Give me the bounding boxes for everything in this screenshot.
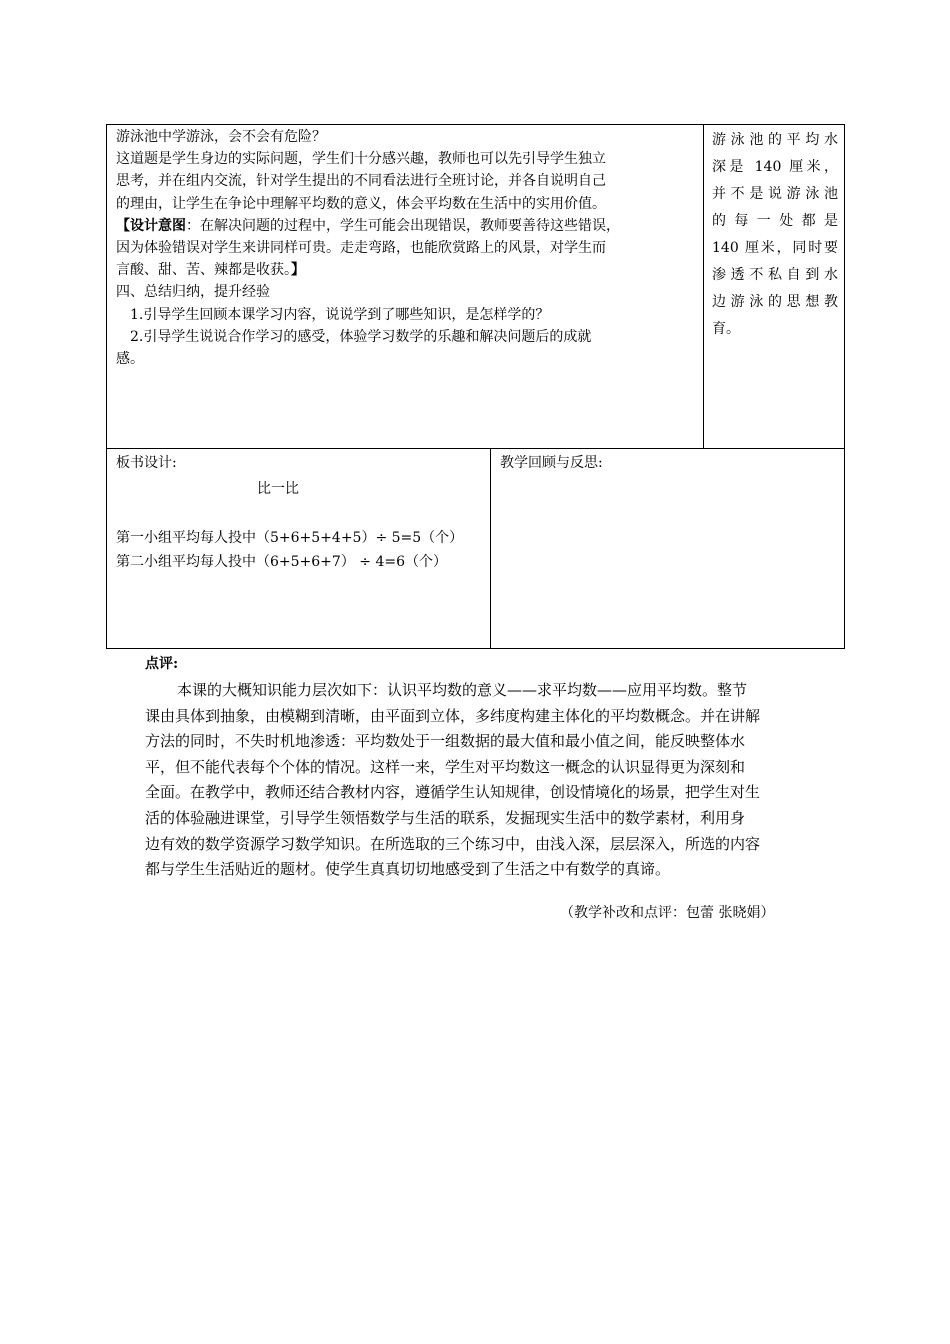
side-note-line: 140 厘米，同时要 [712,240,838,256]
side-note-line: 深是 140 厘米， [712,159,838,175]
review-line: 全面。在教学中，教师还结合教材内容，遵循学生认知规律，创设情境化的场景，把学生对生 [145,783,761,802]
lesson-line: 游泳池中学游泳，会不会有危险？ [116,129,326,145]
review-line: 方法的同时，不失时机地渗透：平均数处于一组数据的最大值和最小值之间，能反映整体水 [145,732,746,751]
board-title: 比一比 [257,481,299,497]
board-design-label: 板书设计: [116,455,177,471]
design-intent-line: 因为体验错误对学生来讲同样可贵。走走弯路，也能欣赏路上的风景，对学生而 [116,240,606,257]
side-note-line: 渗透不私自到水 [712,267,838,283]
side-note-line: 的每一处都是 [712,213,838,229]
summary-item-continued: 感。 [116,351,144,368]
reflection-label: 教学回顾与反思: [500,455,603,471]
review-line: 平，但不能代表每个个体的情况。这样一来，学生对平均数这一概念的认识显得更为深刻和 [145,757,746,776]
review-line: 活的体验融进课堂，引导学生领悟数学与生活的联系，发掘现实生活中的数学素材，利用身 [145,808,746,827]
lesson-line: 这道题是学生身边的实际问题，学生们十分感兴趣，教师也可以先引导学生独立 [116,151,606,168]
design-intent-text: 言酸、甜、苦、辣都是收获。 [116,262,291,279]
reflection-cell [490,448,845,649]
review-line: 都与学生生活贴近的题材。使学生真真切切地感受到了生活之中有数学的真谛。 [145,860,671,879]
side-note-line: 并不是说游泳池 [712,186,838,202]
section-title: 四、总结归纳，提升经验 [116,284,270,301]
review-line: 边有效的数学资源学习数学知识。在所选取的三个练习中，由浅入深，层层深入，所选的内容 [145,834,761,853]
design-intent-line [116,259,696,281]
review-line: 课由具体到抽象，由模糊到清晰，由平面到立体，多纬度构建主体化的平均数概念。并在讲解 [145,706,761,725]
side-note-line: 育。 [712,321,740,337]
board-formula-2: 第二小组平均每人投中（6+5+6+7） ÷ 4=6（个） [116,554,447,570]
review-body [145,678,811,883]
side-note-text [712,127,838,343]
review-credit: （教学补改和点评：包蕾 张晓娟） [560,905,775,921]
summary-item: 2.引导学生说说合作学习的感受，体验学习数学的乐趣和解决问题后的成就 [130,328,592,345]
lesson-line: 的理由，让学生在争论中理解平均数的意义，体会平均数在生活中的实用价值。 [116,195,606,212]
board-design-cell [106,448,491,649]
review-line: 本课的大概知识能力层次如下：认识平均数的意义——求平均数——应用平均数。整节 [177,681,748,699]
review-title: 点评: [145,656,179,672]
board-formula-1: 第一小组平均每人投中（5+6+5+4+5）÷ 5=5（个） [116,530,464,546]
lesson-content-text [116,126,696,370]
side-note-line: 边游泳的思想教 [712,294,838,310]
lesson-line: 思考，并在组内交流，针对学生提出的不同看法进行全班讨论，并各自说明自己 [116,173,606,190]
side-note-line: 游泳池的平均水 [712,132,838,148]
design-intent-text: ：在解决问题的过程中，学生可能会出现错误，教师要善待这些错误， [186,217,620,234]
design-intent-line [116,215,696,237]
design-intent-label: 【设计意图 [116,217,186,234]
summary-item: 1.引导学生回顾本课学习内容，说说学到了哪些知识，是怎样学的？ [130,306,550,323]
design-intent-bracket: 】 [291,262,305,279]
